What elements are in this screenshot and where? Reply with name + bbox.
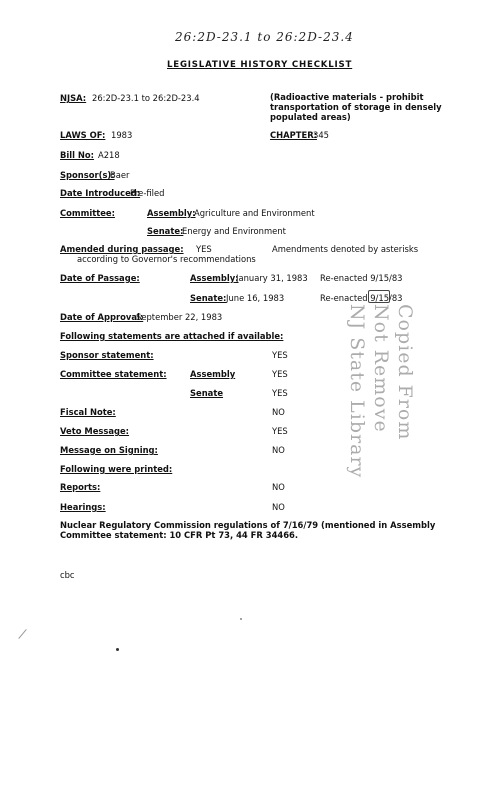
passage-senate-label: Senate: <box>190 293 227 303</box>
stamp-line-1: Copied From <box>394 304 416 441</box>
hearings-value: NO <box>272 502 285 512</box>
passage-assembly-reenacted: Re-enacted 9/15/83 <box>320 273 403 283</box>
stamp-line-2: Not Remove <box>370 304 392 433</box>
initials: cbc <box>60 570 75 580</box>
scan-speck <box>116 648 119 651</box>
bill-no-label: Bill No: <box>60 150 95 160</box>
amended-note-line-1: Amendments denoted by asterisks <box>272 244 419 254</box>
library-stamp <box>345 304 417 520</box>
passage-assembly-value: January 31, 1983 <box>236 273 308 283</box>
committee-statement-assembly-value: YES <box>272 369 288 379</box>
laws-of-label: LAWS OF: <box>60 130 106 140</box>
sponsor-statement-label: Sponsor statement: <box>60 350 154 360</box>
date-introduced-value: Pre-filed <box>130 188 165 198</box>
amended-label: Amended during passage: <box>60 244 184 254</box>
following-attached-heading: Following statements are attached if available: <box>60 331 284 341</box>
subject-line-3: populated areas) <box>270 112 351 122</box>
committee-statement-assembly-label: Assembly <box>190 369 236 379</box>
reports-label: Reports: <box>60 482 101 492</box>
committee-assembly-value: Agriculture and Environment <box>194 208 315 218</box>
passage-label: Date of Passage: <box>60 273 140 283</box>
approval-label: Date of Approval: <box>60 312 144 322</box>
bill-no-value: A218 <box>98 150 120 160</box>
stamp-line-3: NJ State Library <box>346 304 368 479</box>
njsa-value: 26:2D-23.1 to 26:2D-23.4 <box>92 93 200 103</box>
footnote-line-2: Committee statement: 10 CFR Pt 73, 44 FR 34466. <box>60 530 299 540</box>
chapter-label: CHAPTER: <box>270 130 318 140</box>
veto-message-label: Veto Message: <box>60 426 130 436</box>
passage-assembly-label: Assembly: <box>190 273 239 283</box>
fiscal-note-value: NO <box>272 407 285 417</box>
message-on-signing-label: Message on Signing: <box>60 445 158 455</box>
chapter-value: 345 <box>313 130 329 140</box>
subject-line-1: (Radioactive materials - prohibit <box>270 92 424 102</box>
veto-message-value: YES <box>272 426 288 436</box>
committee-statement-senate-value: YES <box>272 388 288 398</box>
scan-speck <box>18 629 26 639</box>
sponsors-value: Baer <box>110 170 130 180</box>
amended-note-line-2: according to Governor's recommendations <box>77 254 256 264</box>
committee-statement-senate-label: Senate <box>190 388 224 398</box>
committee-label: Committee: <box>60 208 115 218</box>
committee-assembly-label: Assembly: <box>147 208 196 218</box>
fiscal-note-label: Fiscal Note: <box>60 407 116 417</box>
committee-statement-label: Committee statement: <box>60 369 167 379</box>
committee-senate-value: Energy and Environment <box>182 226 286 236</box>
sponsors-label: Sponsor(s): <box>60 170 115 180</box>
date-introduced-label: Date Introduced: <box>60 188 141 198</box>
subject-line-2: transportation of storage in densely <box>270 102 442 112</box>
footnote-line-1: Nuclear Regulatory Commission regulations of 7/16/79 (mentioned in Assembly <box>60 520 436 530</box>
scribble-mark <box>368 290 390 303</box>
njsa-label: NJSA: <box>60 93 87 103</box>
hearings-label: Hearings: <box>60 502 106 512</box>
page-title: LEGISLATIVE HISTORY CHECKLIST <box>167 60 353 70</box>
approval-value: September 22, 1983 <box>136 312 223 322</box>
handwritten-header: 26:2D-23.1 to 26:2D-23.4 <box>175 30 354 44</box>
passage-senate-value: June 16, 1983 <box>226 293 285 303</box>
laws-of-value: 1983 <box>111 130 133 140</box>
reports-value: NO <box>272 482 285 492</box>
amended-value: YES <box>196 244 212 254</box>
scan-speck <box>240 618 242 620</box>
sponsor-statement-value: YES <box>272 350 288 360</box>
message-on-signing-value: NO <box>272 445 285 455</box>
committee-senate-label: Senate: <box>147 226 184 236</box>
following-printed-heading: Following were printed: <box>60 464 173 474</box>
passage-senate-reenacted: Re-enacted 9/15/83 <box>320 293 403 303</box>
